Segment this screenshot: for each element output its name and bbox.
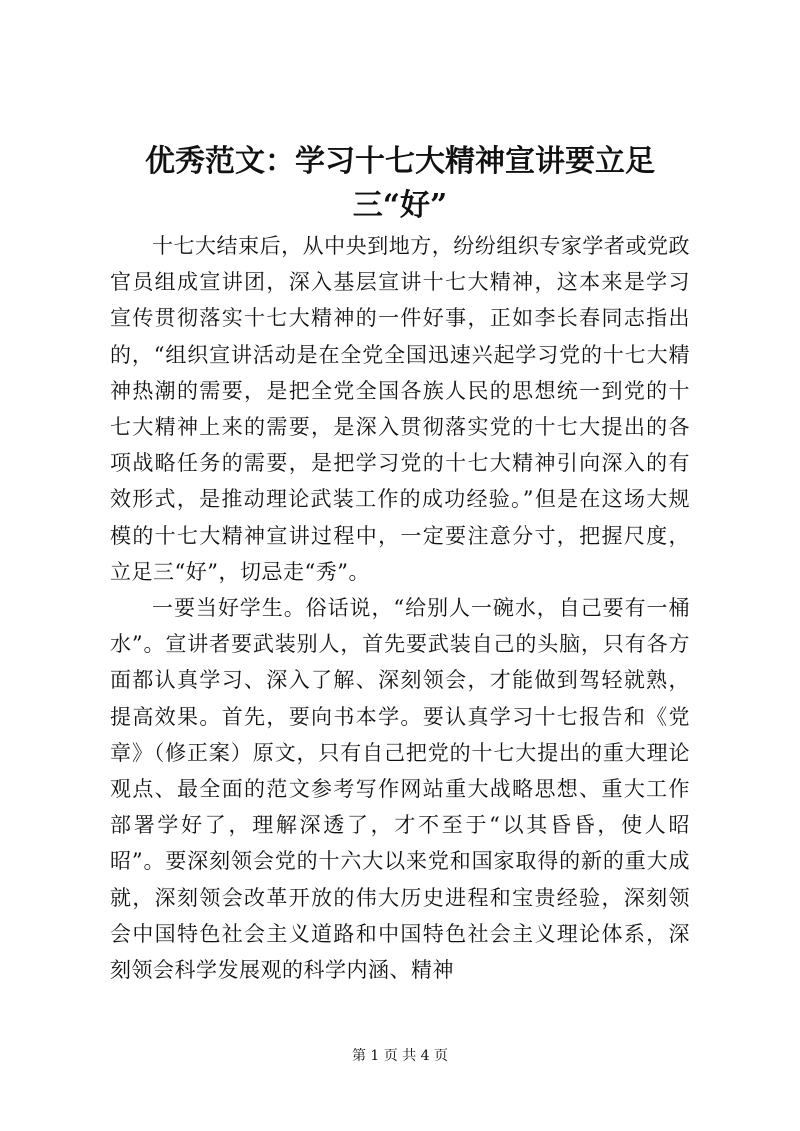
page-number-footer: 第 1 页 共 4 页 — [351, 1048, 449, 1064]
document-body — [110, 228, 690, 988]
document-title: 优秀范文：学习十七大精神宣讲要立足三“好” — [145, 144, 655, 223]
paragraph-intro: 十七大结束后，从中央到地方，纷纷组织专家学者或党政官员组成宣讲团，深入基层宣讲十七大精神，这本来是学习宣传贯彻落实十七大精神的一件好事，正如李长春同志指出的，“组织宣讲活动是在全党全国迅速兴起学习党的十七大精神热潮的需要，是把全党全国各族人民的思想统一到党的十七大精神上来的需要，是深入贯彻落实党的十七大提出的各项战略任务的需要，是把学习党的十七大精神引向深入的有效形式，是推动理论武装工作的成功经验。”但是在这场大规模的十七大精神宣讲过程中，一定要注意分寸，把握尺度，立足三“好”，切忌走“秀”。 — [110, 234, 690, 584]
paragraph-point-one: 一要当好学生。俗话说，“给别人一碗水，自己要有一桶水”。宣讲者要武装别人，首先要武装自己的头脑，只有各方面都认真学习、深入了解、深刻领会，才能做到驾轻就熟，提高效果。首先，要向书本学。要认真学习十七报告和《党章》（修正案）原文，只有自己把党的十七大提出的重大理论观点、最全面的范文参考写作网站重大战略思想、重大工作部署学好了，理解深透了，才不至于“以其昏昏，使人昭昭”。要深刻领会党的十六大以来党和国家取得的新的重大成就，深刻领会改革开放的伟大历史进程和宝贵经验，深刻领会中国特色社会主义道路和中国特色社会主义理论体系，深刻领会科学发展观的科学内涵、精神 — [110, 596, 690, 983]
